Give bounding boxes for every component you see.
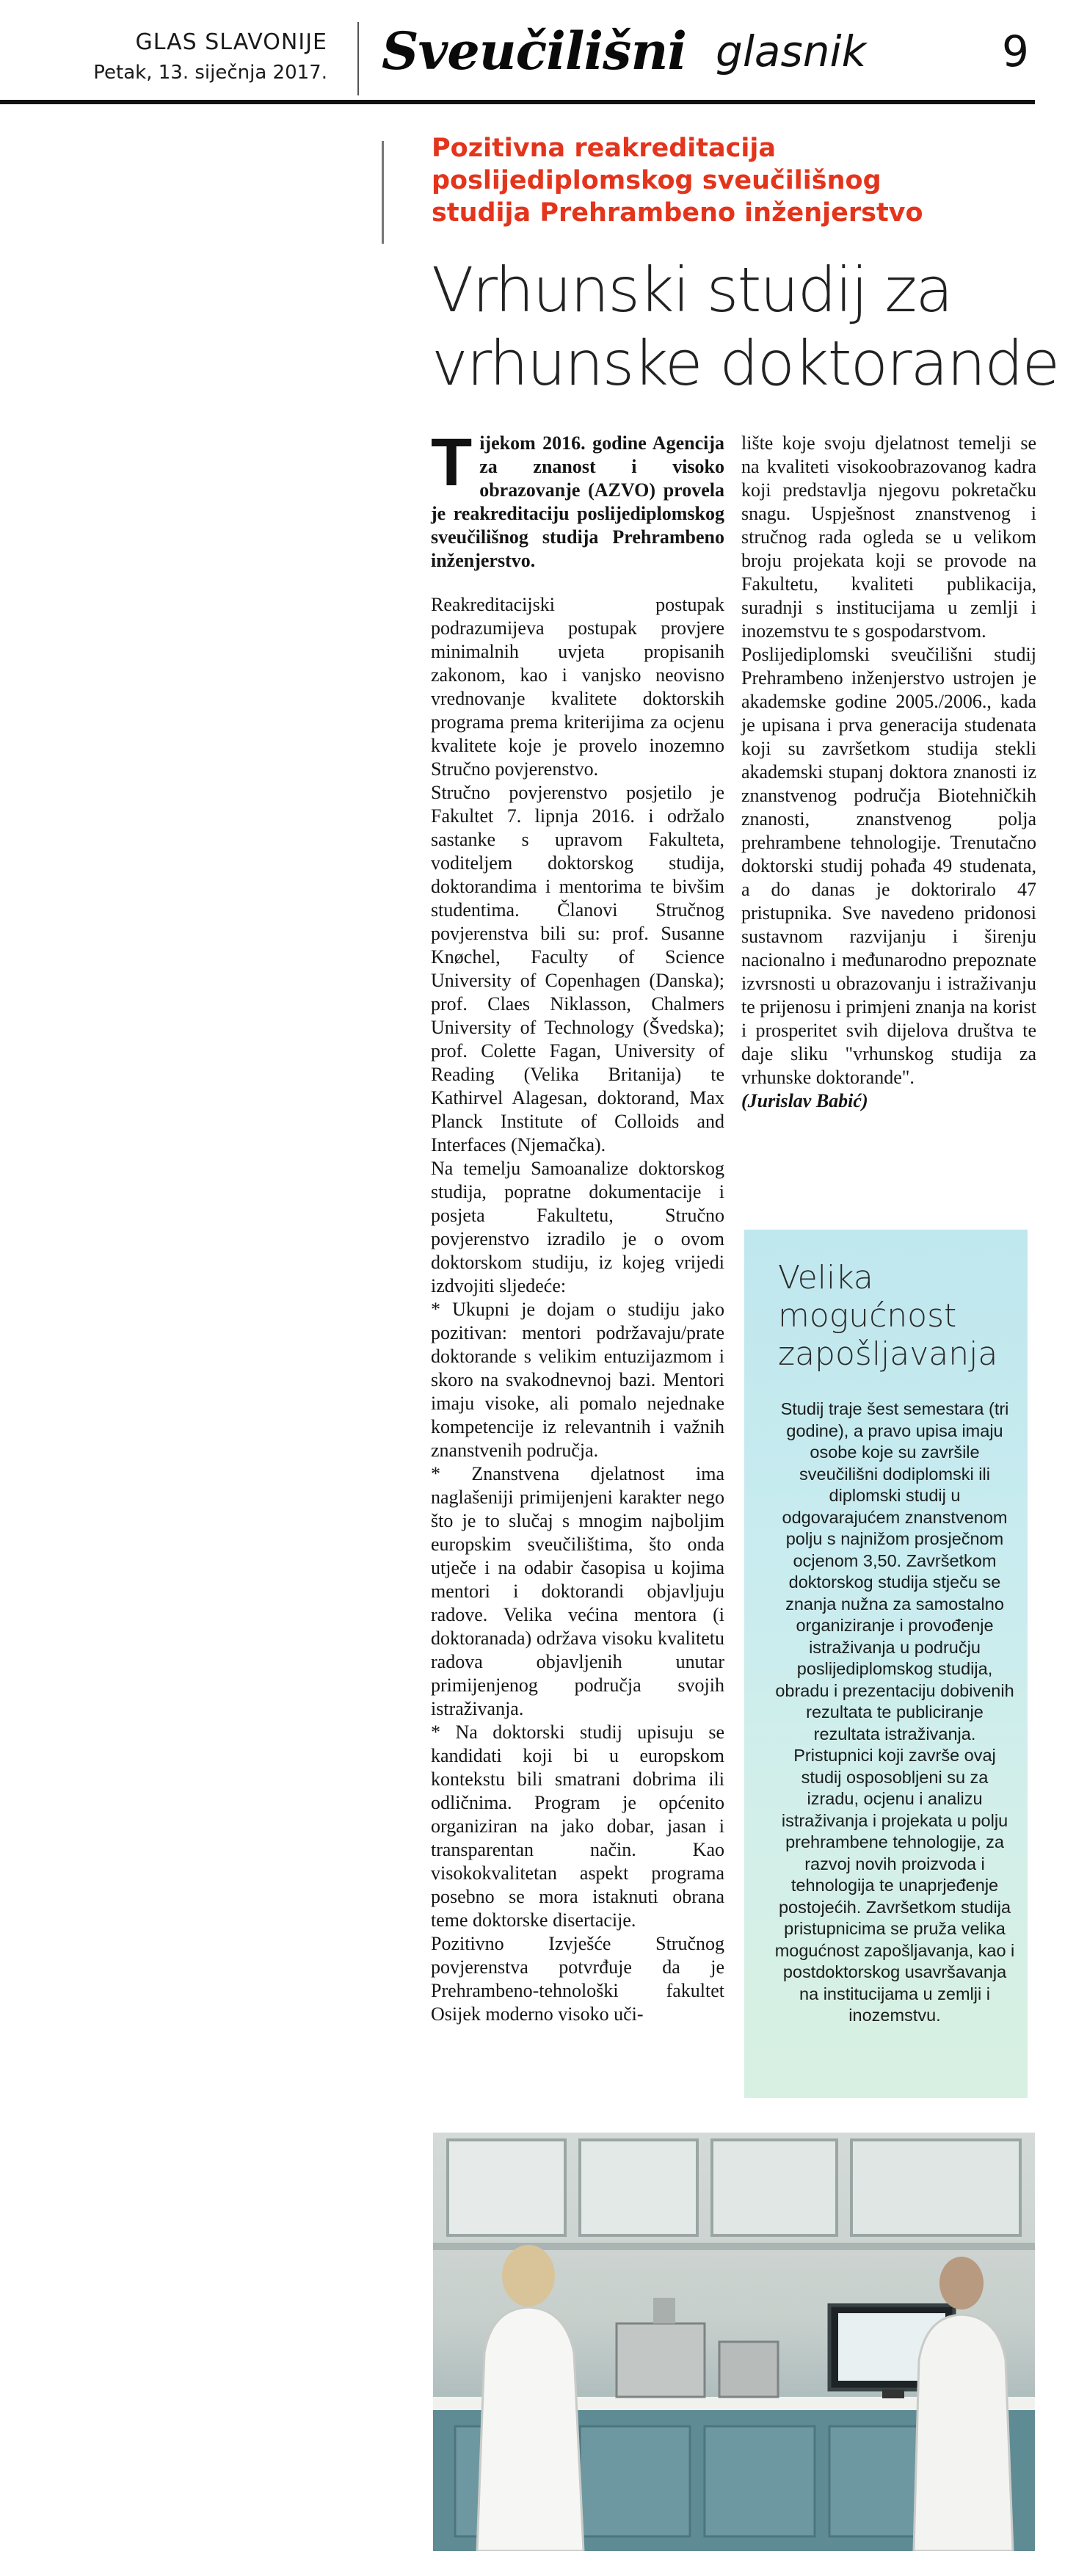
article-lead (431, 425, 724, 573)
paragraph: Stručno povjerenstvo posjetilo je Fakultet 7. lipnja 2016. i održalo sastanke s upravom Fakulteta, voditeljem doktorskog studija, doktorandima i mentorima te bivšim studentima. Članovi Stručnog povjerenstva bili su: prof. Susanne Knøchel, Faculty of Science University of Copenhagen (Danska); prof. Claes Niklasson, Chalmers University of Technology (Švedska); prof. Colette Fagan, University of Reading (Velika Britanija) te Kathirvel Alagesan, doktorand, Max Planck Institute of Colloids and Interfaces (Njemačka). (431, 782, 724, 1155)
bullet-paragraph: * Znanstvena djelatnost ima naglašeniji primijenjeni karakter nego što je to slučaj s mnogim najboljim europskim sveučilištima, što onda utječe i na odabir časopisa u kojima mentori i doktorandi objavljuju radove. Velika većina mentora (i doktoranada) održava visoku kvalitetu radova objavljenih unutar primijenjenog područja svojih istraživanja. (431, 1463, 724, 1719)
article-headline (432, 253, 1059, 400)
article-author: (Jurislav Babić) (741, 1090, 868, 1111)
bullet-paragraph: * Na doktorski studij upisuju se kandidati koji bi u europskom kontekstu bili smatrani dobrima ili odličnima. Program je općenito organiziran na jako dobar, jasan i transparentan način. Kao visokokvalitetan aspekt programa posebno se mora istaknuti obrana teme doktorske disertacije. (431, 1721, 724, 1931)
article-kicker (432, 132, 1033, 229)
headline-line: vrhunske doktorande (432, 327, 1059, 399)
issue-date: Petak, 13. siječnja 2017. (93, 62, 327, 84)
sidebar-box (744, 1230, 1028, 2098)
paragraph: Pozitivno Izvješće Stručnog povjerenstva potvrđuje da je Prehrambeno-tehnološki fakultet Osijek moderno visoko uči- (431, 1933, 724, 2025)
kicker-line: poslijediplomskog sveučilišnog (432, 166, 881, 195)
header-rule (0, 100, 1035, 104)
laboratory-illustration (433, 2133, 1035, 2551)
headline-line: Vrhunski studij za (432, 254, 952, 326)
laboratory-photo (433, 2133, 1035, 2551)
paragraph: lište koje svoju djelatnost temelji se na kvaliteti visokoobrazovanog kadra koji predstavlja njegovu pokretačku snagu. Uspješnost znanstvenog i stručnog rada ogleda se u velikom broju projekata koji se provode na Fakultetu, kvaliteti publikacija, suradnji s institucijama u zemlji i inozemstvu te s gospodarstvom. (741, 432, 1036, 642)
sidebar-title (778, 1259, 1020, 1374)
header-divider (357, 22, 359, 95)
section-title-light: glasnik (716, 26, 867, 76)
newspaper-name: GLAS SLAVONIJE (135, 29, 327, 55)
kicker-line: studija Prehrambeno inženjerstvo (432, 198, 923, 228)
drop-cap: T (431, 425, 473, 500)
sidebar-title-line: zapošljavanja (778, 1335, 998, 1373)
title-side-rule (382, 141, 384, 244)
sidebar-text (774, 1398, 1016, 2027)
kicker-line: Pozitivna reakreditacija (432, 134, 776, 163)
section-title-bold: Sveučilišni (382, 21, 686, 81)
paragraph: Na temelju Samoanalize doktorskog studija, popratne dokumentacije i posjeta Fakultetu, Stručno povjerenstvo izradilo je o ovom doktorskom studiju, iz kojeg vrijedi izdvojiti sljedeće: (431, 1158, 724, 1296)
paragraph: Poslijediplomski sveučilišni studij Prehrambeno inženjerstvo ustrojen je akademske godine 2005./2006., kada je upisana i prva generacija studenata koji su završetkom studija stekli akademski stupanj doktora znanosti iz znanstvenog područja Biotehničkih znanosti, znanstvenog polja prehrambene tehnologije. Trenutačno doktorski studij pohađa 49 studenata, a do danas je doktoriralo 47 pristupnika. Sve navedeno pridonosi sustavnom razvijanju i širenju nacionalno i međunarodno prepoznate izvrsnosti u obrazovanju i istraživanju te prijenosu i primjeni znanja na korist i prosperitet svih dijelova društva te daje sliku "vrhunskog studija za vrhunske doktorande". (741, 644, 1036, 1088)
sidebar-title-line: mogućnost (778, 1297, 957, 1335)
article-column-1 (431, 425, 724, 2026)
lead-text: ijekom 2016. godine Agencija za znanost i visoko obrazovanje (AZVO) provela je reakreditaciju poslijediplomskog sveučilišnog studija Prehrambeno inženjerstvo. (431, 432, 724, 571)
page-number: 9 (1002, 26, 1029, 76)
article-column-2 (741, 432, 1036, 1113)
sidebar-paragraph: Studij traje šest semestara (tri godine), a pravo upisa imaju osobe koje su završile sveučilišni dodiplomski ili diplomski studij u odgovarajućem znanstvenom polju s najnižom prosječnom ocjenom 3,50. Završetkom doktorskog studija stječu se znanja nužna za samostalno organiziranje i provođenje istraživanja u području poslijediplomskog studija, obradu i prezentaciju dobivenih rezultata te publiciranje rezultata istraživanja. Pristupnici koji završe ovaj studij osposobljeni su za izradu, ocjenu i analizu istraživanja i projekata u polju prehrambene tehnologije, za razvoj novih proizvoda i tehnologija te unaprjeđenje postojećih. Završetkom studija pristupnicima se pruža velika mogućnost zapošljavanja, kao i postdoktorskog usavršavanja na institucijama u zemlji i inozemstvu. (774, 1399, 1015, 2025)
paragraph: Reakreditacijski postupak podrazumijeva postupak provjere minimalnih uvjeta propisanih zakonom, kao i vanjsko neovisno vrednovanje kvalitete doktorskih programa prema kriterijima za ocjenu kvalitete koje je provelo inozemno Stručno povjerenstvo. (431, 594, 724, 780)
bullet-paragraph: * Ukupni je dojam o studiju jako pozitivan: mentori podržavaju/prate doktorande s velikim entuzijazmom i skoro na svakodnevnoj bazi. Mentori imaju visoke, ali pomalo nejednake kompetencije iz relevantnih i važnih znanstvenih područja. (431, 1299, 724, 1461)
sidebar-title-line: Velika (778, 1259, 873, 1296)
